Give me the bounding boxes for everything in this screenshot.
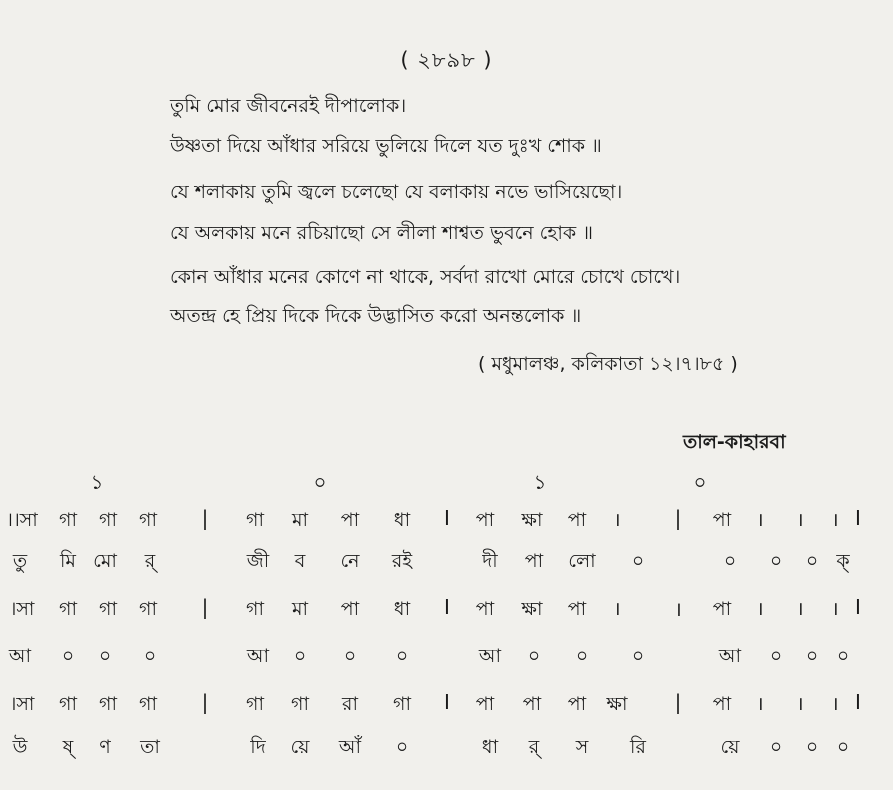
lyric-syllable: য়ে <box>290 736 310 758</box>
swara-note: । <box>613 598 621 620</box>
lyric-line: যে অলকায় মনে রচিয়াছো সে লীলা শাশ্বত ভুবনে হোক ॥ <box>170 222 593 244</box>
swara-note: গা <box>59 509 77 531</box>
lyric-syllable: র্ <box>528 736 540 758</box>
lyric-syllable: মো <box>93 550 117 572</box>
bar-line: I <box>444 690 450 714</box>
swara-note: ক্ষা <box>521 509 543 531</box>
swara-note: । <box>831 598 839 620</box>
swara-note: ক্ষা <box>606 693 628 715</box>
swara-note: পা <box>522 693 542 715</box>
lyric-syllable: ০ <box>293 645 307 667</box>
swara-note: গা <box>139 598 157 620</box>
swara-note: পা <box>567 509 587 531</box>
swara-note: । <box>796 598 804 620</box>
beat-mark: ০ <box>693 470 707 494</box>
swara-note: পা <box>567 598 587 620</box>
song-number: ( ২৮৯৮ ) <box>400 48 493 72</box>
lyric-syllable: ০ <box>98 645 112 667</box>
swara-note: । <box>756 598 764 620</box>
swara-note: পা <box>567 693 587 715</box>
lyric-syllable: ০ <box>805 736 819 758</box>
swara-note: পা <box>712 509 732 531</box>
lyric-syllable: ০ <box>395 736 409 758</box>
swara-note: । <box>756 509 764 531</box>
lyric-syllable: দি <box>250 736 266 758</box>
beat-mark: ১ <box>533 470 547 494</box>
lyric-syllable: ক্ <box>836 550 850 572</box>
bar-line: | <box>674 690 682 714</box>
bar-line: | <box>201 506 209 530</box>
lyric-syllable: ধা <box>481 736 499 758</box>
lyric-syllable: ০ <box>343 645 357 667</box>
lyric-syllable: উ <box>12 736 28 758</box>
lyric-line: তুমি মোর জীবনেরই দীপালোক। <box>170 95 407 117</box>
swara-note: । <box>613 509 621 531</box>
lyric-syllable: আ <box>246 645 270 667</box>
swara-note: গা <box>59 693 77 715</box>
swara-note: গা <box>59 598 77 620</box>
swara-note: গা <box>291 693 309 715</box>
lyric-syllable: আ <box>478 645 502 667</box>
swara-note: পা <box>475 598 495 620</box>
bar-line: I <box>444 506 450 530</box>
lyric-syllable: ০ <box>631 645 645 667</box>
lyric-line: উষ্ণতা দিয়ে আঁধার সরিয়ে ভুলিয়ে দিলে যত দুঃখ শোক ॥ <box>170 135 602 157</box>
bar-line: । <box>674 597 682 621</box>
swara-note: রা <box>342 693 358 715</box>
swara-note: । <box>796 693 804 715</box>
lyric-syllable: য়ে <box>720 736 740 758</box>
lyric-syllable: ০ <box>836 736 850 758</box>
lyric-syllable: দী <box>482 550 498 572</box>
swara-note: গা <box>139 693 157 715</box>
swara-note: পা <box>712 598 732 620</box>
lyric-syllable: জী <box>246 550 270 572</box>
lyric-syllable: ষ্ <box>62 736 74 758</box>
taal-label: তাল-কাহারবা <box>683 431 786 453</box>
swara-note: গা <box>393 693 411 715</box>
bar-line: I <box>855 506 861 530</box>
lyric-syllable: ০ <box>631 550 645 572</box>
lyric-syllable: ০ <box>769 736 783 758</box>
swara-note: ধা <box>393 598 411 620</box>
lyric-syllable: ০ <box>143 645 157 667</box>
lyric-syllable: পা <box>524 550 544 572</box>
lyric-syllable: ০ <box>395 645 409 667</box>
swara-note: । <box>831 509 839 531</box>
lyric-syllable: রি <box>630 736 646 758</box>
lyric-syllable: রই <box>391 550 413 572</box>
swara-note: গা <box>139 509 157 531</box>
lyric-syllable: ০ <box>575 645 589 667</box>
lyric-syllable: ০ <box>805 550 819 572</box>
lyric-syllable: ০ <box>805 645 819 667</box>
lyric-syllable: ০ <box>61 645 75 667</box>
swara-note: । <box>796 509 804 531</box>
lyric-line: অতন্দ্র হে প্রিয় দিকে দিকে উদ্ভাসিত করো অনন্তলোক ॥ <box>170 305 582 327</box>
bar-line: I <box>855 595 861 619</box>
lyric-syllable: ০ <box>769 550 783 572</box>
bar-line: | <box>674 506 682 530</box>
lyric-syllable: ০ <box>723 550 737 572</box>
beat-mark: ০ <box>313 470 327 494</box>
lyric-syllable: স <box>575 736 589 758</box>
bar-line: | <box>201 690 209 714</box>
composition-source: ( মধুমালঞ্চ, কলিকাতা ১২।৭।৮৫ ) <box>478 353 738 375</box>
swara-note: পা <box>340 509 360 531</box>
lyric-syllable: আ <box>718 645 742 667</box>
lyric-syllable: ণ <box>99 736 111 758</box>
swara-note: । <box>756 693 764 715</box>
swara-note: ধা <box>393 509 411 531</box>
lyric-syllable: তু <box>12 550 28 572</box>
lyric-line: কোন আঁধার মনের কোণে না থাকে, সর্বদা রাখো মোরে চোখে চোখে। <box>170 266 681 288</box>
lyric-syllable: আঁ <box>338 736 362 758</box>
bar-line: I <box>444 595 450 619</box>
swara-note: পা <box>475 509 495 531</box>
swara-note: ।।সা <box>6 509 38 531</box>
swara-note: পা <box>475 693 495 715</box>
lyric-syllable: নে <box>340 550 360 572</box>
lyric-line: যে শলাকায় তুমি জ্বলে চলেছো যে বলাকায় নভে ভাসিয়েছো। <box>170 181 623 203</box>
swara-note: গা <box>246 509 264 531</box>
lyric-syllable: ব <box>294 550 306 572</box>
swara-note: মা <box>291 598 309 620</box>
lyric-syllable: ০ <box>527 645 541 667</box>
swara-note: গা <box>99 598 117 620</box>
swara-note: । <box>831 693 839 715</box>
swara-note: গা <box>246 693 264 715</box>
bar-line: | <box>201 595 209 619</box>
swara-note: গা <box>99 509 117 531</box>
beat-mark: ১ <box>90 470 104 494</box>
swara-note: গা <box>99 693 117 715</box>
lyric-syllable: আ <box>8 645 32 667</box>
lyric-syllable: তা <box>140 736 160 758</box>
swara-note: ।সা <box>9 693 35 715</box>
lyric-syllable: মি <box>60 550 76 572</box>
swara-note: গা <box>246 598 264 620</box>
bar-line: I <box>855 690 861 714</box>
swara-note: ।সা <box>9 598 35 620</box>
swara-note: মা <box>291 509 309 531</box>
lyric-syllable: লো <box>568 550 596 572</box>
swara-note: পা <box>340 598 360 620</box>
lyric-syllable: র্ <box>144 550 156 572</box>
swara-note: পা <box>712 693 732 715</box>
swara-note: ক্ষা <box>521 598 543 620</box>
lyric-syllable: ০ <box>769 645 783 667</box>
lyric-syllable: ০ <box>836 645 850 667</box>
